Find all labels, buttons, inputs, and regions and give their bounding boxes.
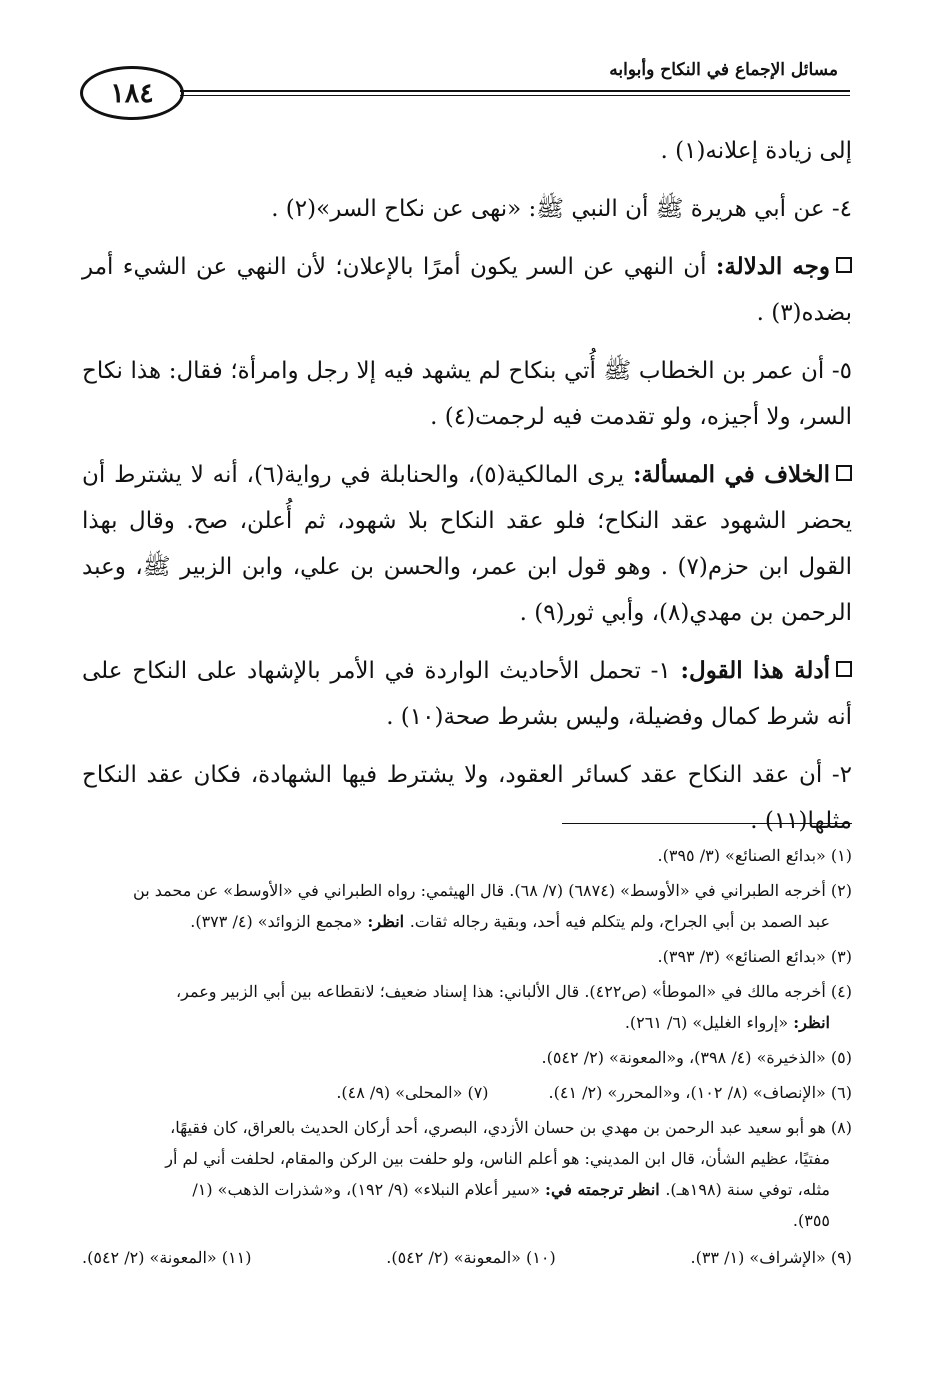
footnote-line: مفتيًا، عظيم الشأن، قال ابن المديني: هو أعلم الناس، ولو حلفت بين الركن والمقام، لحلفت أني لم أر — [165, 1149, 830, 1168]
footnote-line — [82, 906, 852, 937]
footnote-separator — [562, 823, 852, 824]
footnote-line — [82, 1174, 852, 1205]
footnote-10: (١٠) «المعونة» (٢/ ٥٤٢). — [386, 1248, 556, 1267]
footnote-4 — [82, 976, 852, 1038]
section-lead: أدلة هذا القول: — [680, 657, 830, 684]
footnote-text: «إرواء الغليل» (٦/ ٢٦١). — [624, 1013, 794, 1032]
page-header — [80, 58, 850, 128]
paragraph-text: أن النهي عن السر يكون أمرًا بالإعلان؛ لأن النهي عن الشيء أمر بضده(٣) . — [82, 254, 852, 326]
section-lead: وجه الدلالة: — [715, 253, 830, 280]
footnote-5: (٥) «الذخيرة» (٤/ ٣٩٨)، و«المعونة» (٢/ ٥٤٢). — [541, 1048, 852, 1067]
footnote-text: «مجمع الزوائد» (٤/ ٣٧٣). — [190, 912, 368, 931]
footnote-row — [82, 1077, 852, 1108]
footnote-line: (٨) هو أبو سعيد عبد الرحمن بن مهدي بن حسان الأزدي، البصري، أحد أركان الحديث بالعراق، كان فقيهًا، — [170, 1118, 852, 1137]
footnote-bold: انظر ترجمته في: — [545, 1180, 666, 1199]
footnote-row — [82, 1242, 852, 1273]
footnote-line: ٣٥٥). — [792, 1211, 830, 1230]
footnote-line: (٢) أخرجه الطبراني في «الأوسط» (٦٨٧٤) (٧/ ٦٨). قال الهيثمي: رواه الطبراني في «الأوسط» عن محمد بن — [133, 881, 852, 900]
page-number: ١٨٤ — [110, 77, 154, 109]
square-bullet-icon — [836, 465, 852, 481]
header-rule-thin — [180, 95, 850, 96]
footnotes — [82, 840, 852, 1277]
paragraph-4: ٥- أن عمر بن الخطاب ﷺ أُتي بنكاح لم يشهد فيه إلا رجل وامرأة؛ فقال: هذا نكاح السر، ولا أجيزه، ولو تقدمت فيه لرجمت(٤) . — [82, 358, 852, 430]
square-bullet-icon — [836, 257, 852, 273]
paragraph-2: ٤- عن أبي هريرة ﷺ أن النبي ﷺ: «نهى عن نكاح السر»(٢) . — [271, 196, 852, 222]
paragraph-text: يرى المالكية(٥)، والحنابلة في رواية(٦)، أنه لا يشترط أن يحضر الشهود عقد النكاح؛ فلو عقد النكاح بلا شهود، ثم أُعلن، صح. وقال بهذا القول ابن حزم(٧) . وهو قول ابن عمر، والحسن بن علي، وابن الزبير ﷺ، وعبد الرحمن بن مهدي(٨)، وأبي ثور(٩) . — [82, 462, 852, 626]
running-title: مسائل الإجماع في النكاح وأبوابه — [609, 60, 838, 80]
footnote-8 — [82, 1112, 852, 1236]
footnote-2 — [82, 875, 852, 937]
footnote-3: (٣) «بدائع الصنائع» (٣/ ٣٩٣). — [657, 947, 852, 966]
footnote-text: عبد الصمد بن أبي الجراح، ولم يتكلم فيه أحد، وبقية رجاله ثقات. — [409, 912, 830, 931]
footnote-11: (١١) «المعونة» (٢/ ٥٤٢). — [82, 1248, 252, 1267]
footnote-line — [82, 1007, 852, 1038]
main-text — [82, 128, 852, 856]
page-number-badge — [80, 66, 184, 120]
footnote-bold: انظر: — [367, 912, 410, 931]
paragraph-5 — [82, 452, 852, 636]
paragraph-text: ١- تحمل الأحاديث الواردة في الأمر بالإشهاد على النكاح على أنه شرط كمال وفضيلة، وليس بشرط صحة(١٠) . — [82, 658, 852, 730]
footnote-6: (٦) «الإنصاف» (٨/ ١٠٢)، و«المحرر» (٢/ ٤١). — [548, 1083, 852, 1102]
footnote-7: (٧) «المحلى» (٩/ ٤٨). — [336, 1083, 489, 1102]
paragraph-1: إلى زيادة إعلانه(١) . — [660, 138, 852, 164]
footnote-9: (٩) «الإشراف» (١/ ٣٣). — [690, 1248, 852, 1267]
footnote-bold: انظر: — [793, 1013, 830, 1032]
section-lead: الخلاف في المسألة: — [632, 461, 831, 488]
paragraph-6 — [82, 648, 852, 740]
footnote-1: (١) «بدائع الصنائع» (٣/ ٣٩٥). — [657, 846, 852, 865]
header-rule — [180, 90, 850, 92]
paragraph-3 — [82, 244, 852, 336]
paragraph-7: ٢- أن عقد النكاح عقد كسائر العقود، ولا يشترط فيها الشهادة، فكان عقد النكاح مثلها(١١) . — [82, 762, 852, 834]
square-bullet-icon — [836, 661, 852, 677]
footnote-line: (٤) أخرجه مالك في «الموطأ» (ص٤٢٢). قال الألباني: هذا إسناد ضعيف؛ لانقطاعه بين أبي الزبير وعمر، — [176, 982, 852, 1001]
footnote-text: مثله، توفي سنة (١٩٨هـ). — [665, 1180, 830, 1199]
footnote-text: «سير أعلام النبلاء» (٩/ ١٩٢)، و«شذرات الذهب» (١/ — [192, 1180, 546, 1199]
